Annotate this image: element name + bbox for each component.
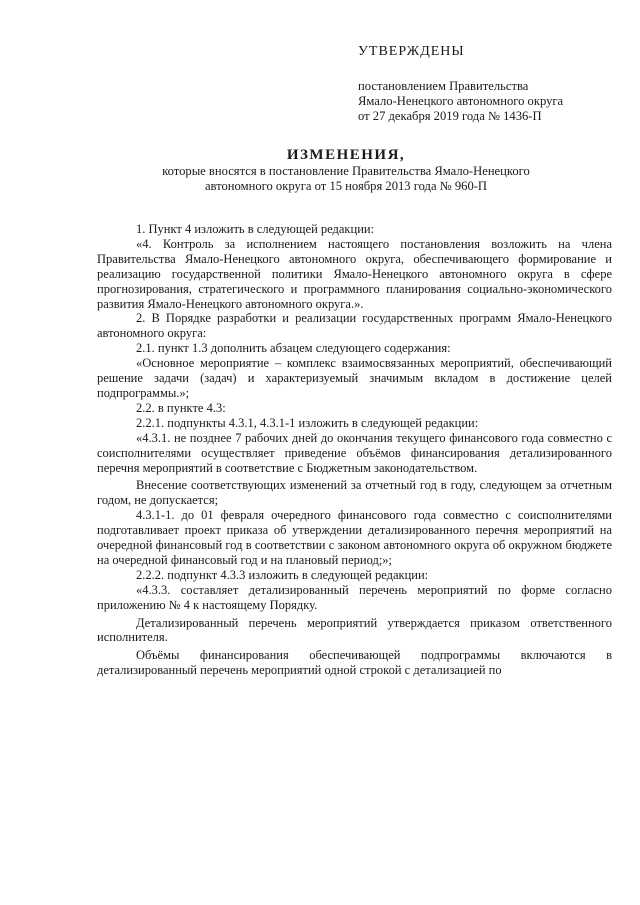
paragraph-item-4-3-1: «4.3.1. не позднее 7 рабочих дней до окончания текущего финансового года совместно с соисполнителями осуществляет приведение объёмов финансирования детализированного перечня мероприятий в соответствие с Бюджетным законодательством. [97, 430, 612, 475]
paragraph-item-4-3-1-1: 4.3.1-1. до 01 февраля очередного финансового года совместно с соисполнителями подготавливает проект приказа об утверждении детализированного перечня мероприятий на очередной финансовый год в соответствии с законом автономного округа об окружном бюджете на очередной финансовый год и на плановый период;»; [97, 508, 612, 567]
heading-title: ИЗМЕНЕНИЯ, [286, 147, 406, 163]
paragraph-approval-note: Детализированный перечень мероприятий утверждается приказом ответственного исполнителя. [97, 615, 612, 645]
document-heading [96, 147, 596, 194]
paragraph-changes-note: Внесение соответствующих изменений за отчетный год в году, следующем за отчетным годом, не допускается; [97, 478, 612, 508]
heading-subtitle-line-2: автономного округа от 15 ноября 2013 года № 960-П [204, 179, 488, 193]
document-body [97, 222, 612, 678]
approval-title: УТВЕРЖДЕНЫ [358, 44, 465, 59]
heading-subtitle-line-1: которые вносятся в постановление Правительства Ямало-Ненецкого [162, 164, 530, 178]
approval-line-1: постановлением Правительства [358, 79, 529, 93]
paragraph-item-2-1: 2.1. пункт 1.3 дополнить абзацем следующего содержания: [136, 341, 451, 356]
approval-line-2: Ямало-Ненецкого автономного округа [358, 94, 564, 108]
paragraph-item-4-3-3: «4.3.3. составляет детализированный перечень мероприятий по форме согласно приложению № 4 к настоящему Порядку. [97, 582, 612, 612]
paragraph-item-1: 1. Пункт 4 изложить в следующей редакции: [136, 222, 375, 236]
approval-block [358, 44, 628, 124]
paragraph-item-2: 2. В Порядке разработки и реализации государственных программ Ямало-Ненецкого автономного округа: [97, 311, 612, 341]
paragraph-item-1-text: «4. Контроль за исполнением настоящего постановления возложить на члена Правительства Ямало-Ненецкого автономного округа, обеспечивающего формирование и реализацию государственной политики Ямало-Ненецкого автономного округа в сфере прогнозирования, стратегического и программного планирования социально-экономического развития Ямало-Ненецкого автономного округа.». [97, 236, 612, 311]
paragraph-item-2-2-2: 2.2.2. подпункт 4.3.3 изложить в следующей редакции: [136, 567, 429, 582]
paragraph-funding-note: Объёмы финансирования обеспечивающей подпрограммы включаются в детализированный перечень мероприятий одной строкой с детализацией по [97, 648, 612, 678]
paragraph-item-2-1-text: «Основное мероприятие – комплекс взаимосвязанных мероприятий, обеспечивающий решение задачи (задач) и характеризуемый значимым вкладом в достижение целей подпрограммы.»; [97, 356, 612, 400]
paragraph-item-2-2: 2.2. в пункте 4.3: [136, 400, 226, 415]
paragraph-item-2-2-1: 2.2.1. подпункты 4.3.1, 4.3.1-1 изложить в следующей редакции: [136, 415, 479, 430]
approval-line-3: от 27 декабря 2019 года № 1436-П [358, 109, 542, 123]
